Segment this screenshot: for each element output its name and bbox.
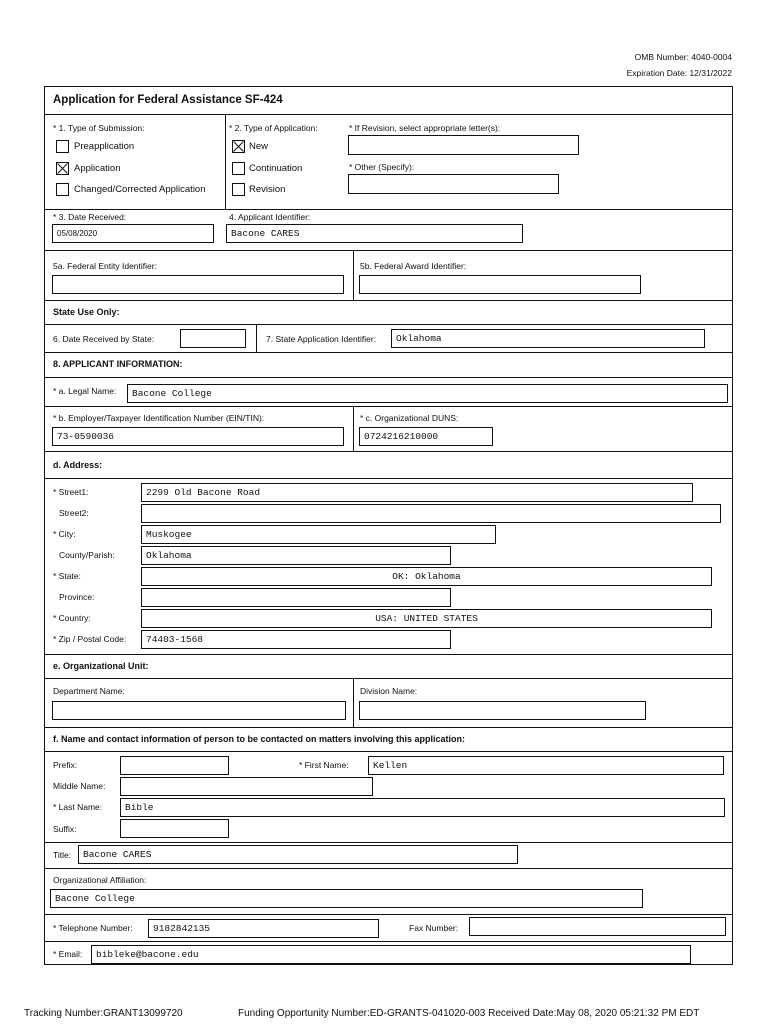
divider [256, 324, 257, 352]
divider [45, 478, 732, 479]
continuation-checkbox[interactable] [232, 162, 245, 175]
application-type-label: * 2. Type of Application: [229, 123, 318, 133]
prefix-label: Prefix: [53, 760, 78, 770]
date-by-state-input[interactable] [180, 329, 246, 348]
checked-x-icon [57, 163, 68, 174]
city-label: * City: [53, 529, 76, 539]
legal-name-input[interactable]: Bacone College [127, 384, 728, 403]
last-name-input[interactable]: Bible [120, 798, 725, 817]
suffix-input[interactable] [120, 819, 229, 838]
street2-label: Street2: [59, 508, 89, 518]
divider [45, 868, 732, 869]
application-checkbox[interactable] [56, 162, 69, 175]
county-label: County/Parish: [59, 550, 115, 560]
other-specify-input[interactable] [348, 174, 559, 194]
divider [45, 842, 732, 843]
middle-name-input[interactable] [120, 777, 373, 796]
preapplication-label: Preapplication [74, 141, 135, 152]
email-input[interactable]: bibleke@bacone.edu [91, 945, 691, 964]
form-title: Application for Federal Assistance SF-424 [53, 94, 283, 106]
street1-input[interactable]: 2299 Old Bacone Road [141, 483, 693, 502]
federal-award-label: 5b. Federal Award Identifier: [360, 261, 467, 271]
divider [45, 352, 732, 353]
division-input[interactable] [359, 701, 646, 720]
divider [353, 406, 354, 451]
state-use-title: State Use Only: [53, 307, 120, 317]
divider [45, 451, 732, 452]
applicant-info-title: 8. APPLICANT INFORMATION: [53, 359, 183, 369]
contact-title: f. Name and contact information of person to be contacted on matters involving this application: [53, 734, 466, 744]
org-affiliation-input[interactable]: Bacone College [50, 889, 643, 908]
revision-letter-label: * If Revision, select appropriate letter(s): [349, 123, 501, 133]
province-label: Province: [59, 592, 95, 602]
continuation-label: Continuation [249, 163, 303, 174]
application-label: Application [74, 163, 121, 174]
duns-input[interactable]: 0724216210000 [359, 427, 493, 446]
ein-label: * b. Employer/Taxpayer Identification Number (EIN/TIN): [53, 413, 265, 423]
other-specify-label: * Other (Specify): [349, 162, 415, 172]
divider [45, 678, 732, 679]
state-app-id-input[interactable]: Oklahoma [391, 329, 705, 348]
telephone-label: * Telephone Number: [53, 923, 133, 933]
omb-number: OMB Number: 4040-0004 [634, 52, 732, 62]
revision-checkbox[interactable] [232, 183, 245, 196]
sf424-form [44, 86, 733, 965]
new-checkbox[interactable] [232, 140, 245, 153]
federal-entity-input[interactable] [52, 275, 344, 294]
funding-opportunity: Funding Opportunity Number:ED-GRANTS-041020-003 Received Date:May 08, 2020 05:21:32 PM EDT [238, 1008, 700, 1019]
ein-input[interactable]: 73-0590036 [52, 427, 344, 446]
address-title: d. Address: [53, 460, 103, 470]
state-app-id-label: 7. State Application Identifier: [266, 334, 377, 344]
telephone-input[interactable]: 9182842135 [148, 919, 379, 938]
first-name-label: * First Name: [299, 760, 349, 770]
province-select[interactable] [141, 588, 451, 607]
title-input[interactable]: Bacone CARES [78, 845, 518, 864]
divider [45, 941, 732, 942]
tracking-number: Tracking Number:GRANT13099720 [24, 1008, 183, 1019]
state-label: * State: [53, 571, 81, 581]
zip-label: * Zip / Postal Code: [53, 634, 127, 644]
divider [45, 654, 732, 655]
fax-input[interactable] [469, 917, 726, 936]
divider [45, 751, 732, 752]
date-received-input[interactable]: 05/08/2020 [52, 224, 214, 243]
zip-input[interactable]: 74403-1568 [141, 630, 451, 649]
divider [353, 250, 354, 300]
country-select[interactable]: USA: UNITED STATES [141, 609, 712, 628]
divider [45, 727, 732, 728]
federal-entity-label: 5a. Federal Entity Identifier: [53, 261, 157, 271]
date-received-label: * 3. Date Received: [53, 212, 127, 222]
federal-award-input[interactable] [359, 275, 641, 294]
prefix-input[interactable] [120, 756, 229, 775]
country-label: * Country: [53, 613, 91, 623]
divider [225, 114, 226, 210]
fax-label: Fax Number: [409, 923, 459, 933]
last-name-label: * Last Name: [53, 802, 103, 812]
org-unit-title: e. Organizational Unit: [53, 661, 149, 671]
title-label: Title: [53, 850, 72, 860]
email-label: * Email: [53, 949, 83, 959]
suffix-label: Suffix: [53, 824, 77, 834]
checked-x-icon [233, 141, 244, 152]
county-input[interactable]: Oklahoma [141, 546, 451, 565]
org-affiliation-label: Organizational Affiliation: [53, 875, 147, 885]
divider [45, 324, 732, 325]
applicant-identifier-label: 4. Applicant Identifier: [229, 212, 311, 222]
revision-label: Revision [249, 184, 286, 195]
first-name-input[interactable]: Kellen [368, 756, 724, 775]
divider [45, 914, 732, 915]
expiration-date: Expiration Date: 12/31/2022 [626, 68, 732, 78]
divider [45, 300, 732, 301]
divider [45, 377, 732, 378]
divider [45, 406, 732, 407]
state-select[interactable]: OK: Oklahoma [141, 567, 712, 586]
revision-letter-input[interactable] [348, 135, 579, 155]
department-label: Department Name: [53, 686, 125, 696]
date-by-state-label: 6. Date Received by State: [53, 334, 155, 344]
middle-name-label: Middle Name: [53, 781, 106, 791]
street2-input[interactable] [141, 504, 721, 523]
department-input[interactable] [52, 701, 346, 720]
applicant-identifier-input[interactable]: Bacone CARES [226, 224, 523, 243]
divider [353, 678, 354, 727]
city-input[interactable]: Muskogee [141, 525, 496, 544]
changed-corrected-label: Changed/Corrected Application [74, 184, 206, 195]
divider [45, 250, 732, 251]
legal-name-label: * a. Legal Name: [53, 386, 117, 396]
street1-label: * Street1: [53, 487, 89, 497]
submission-type-label: * 1. Type of Submission: [53, 123, 145, 133]
duns-label: * c. Organizational DUNS: [360, 413, 459, 423]
divider [45, 209, 732, 210]
preapplication-checkbox[interactable] [56, 140, 69, 153]
new-label: New [249, 141, 269, 152]
divider [45, 114, 732, 115]
changed-corrected-checkbox[interactable] [56, 183, 69, 196]
division-label: Division Name: [360, 686, 418, 696]
